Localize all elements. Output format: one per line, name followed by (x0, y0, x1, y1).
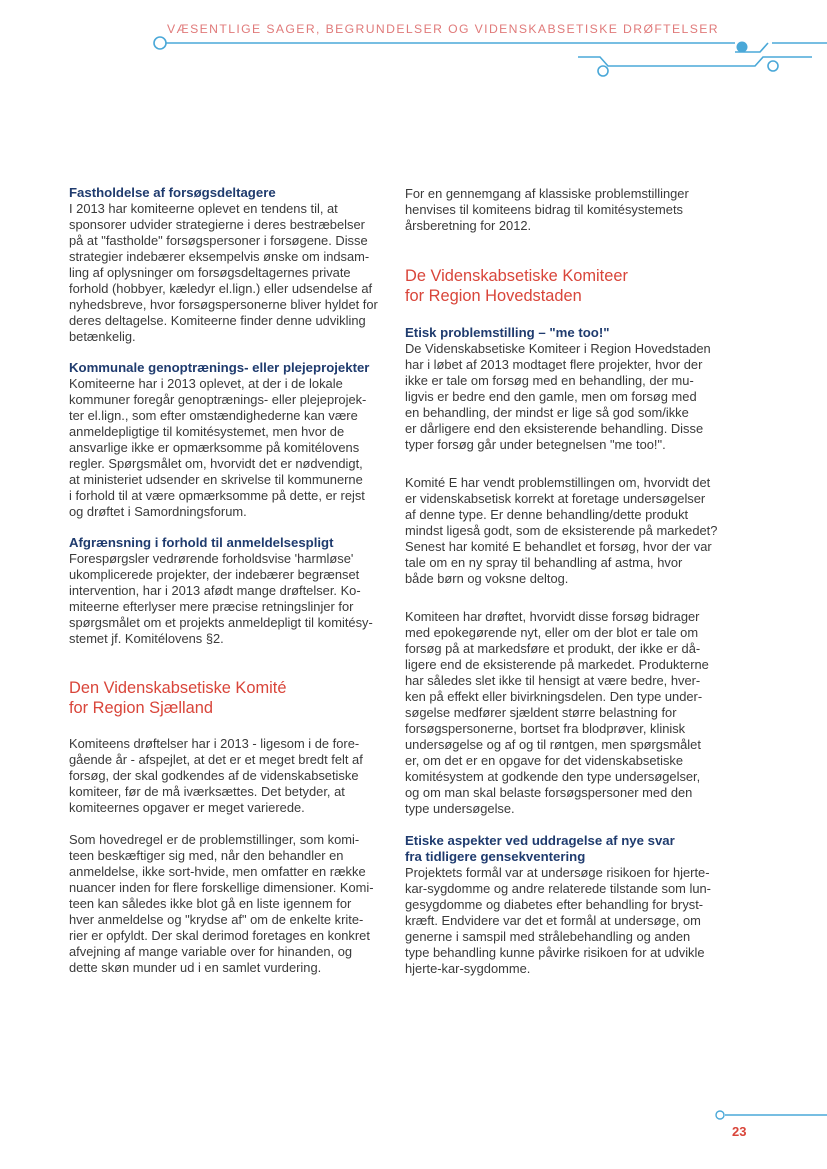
text-line: ligvis er bedre end den gamle, men om forsøg med (405, 389, 697, 404)
text-line: hjerte-kar-sygdomme. (405, 961, 531, 976)
section-title-line: for Region Hovedstaden (405, 287, 582, 305)
text-line: forsøgspersonerne, bortset fra blodprøver, klinisk (405, 721, 686, 736)
text-line: stemet jf. Komitélovens §2. (69, 631, 224, 646)
circuit-dot-filled (737, 42, 748, 53)
text-line: Komiteens drøftelser har i 2013 - ligesom i de fore- (69, 736, 360, 751)
text-line: afvejning af mange variable over for hinanden, og (69, 944, 353, 959)
text-line: med epokegørende nyt, eller om der blot er tale om (405, 625, 699, 640)
text-line: har således slet ikke til hensigt at være bedre, hver- (405, 673, 701, 688)
circuit-node-right (768, 61, 778, 71)
text-line: anmeldepligtige til komitésystemet, men hvor de (69, 424, 345, 439)
text-line: søgelse medfører sjældent større belastning for (405, 705, 677, 720)
text-line: ligere end de eksisterende på markedet. Produkterne (405, 657, 709, 672)
text-line: For en gennemgang af klassiske problemstillinger (405, 186, 689, 201)
subheading-line: fra tidligere gensekventering (405, 849, 586, 864)
right-column (405, 186, 719, 977)
text-line: anmeldelse, ikke sort-hvide, men omfatter en række (69, 864, 366, 879)
text-line: kar-sygdomme og andre relaterede tilstande som lun- (405, 881, 711, 896)
text-line: komiteer, før de må iværksættes. Det betyder, at (69, 784, 345, 799)
paragraph-intro (405, 186, 719, 234)
text-line: dette skøn munder ud i en samlet vurdering. (69, 960, 322, 975)
text-line: strategier indebærer eksempelvis ønske om indsam- (69, 249, 370, 264)
footer-circuit-decoration (700, 1108, 827, 1122)
text-line: ter el.lign., som efter omstændighederne kan være (69, 408, 358, 423)
text-line: forsøg på at markedsføre et produkt, der ikke er då- (405, 641, 701, 656)
text-line: Komiteen har drøftet, hvorvidt disse forsøg bidrager (405, 609, 700, 624)
circuit-decoration (0, 0, 827, 90)
text-line: ken på effekt eller bivirkningsdelen. Den type under- (405, 689, 703, 704)
text-line: ikke er tale om forsøg med en behandling, der mu- (405, 373, 694, 388)
text-line: hver anmeldelse og "krydse af" om de enkelte krite- (69, 912, 364, 927)
page-number: 23 (732, 1124, 747, 1139)
text-line: er videnskabsetisk korrekt at foretage undersøgelser (405, 491, 706, 506)
text-line: generne i samspil med strålebehandling og anden (405, 929, 691, 944)
text-line: I 2013 har komiteerne oplevet en tendens til, at (69, 201, 338, 216)
text-line: har i løbet af 2013 modtaget flere projekter, hvor der (405, 357, 703, 372)
section-title-line: Den Videnskabsetiske Komité (69, 679, 287, 697)
text-line: rier er opfyldt. Der skal derimod foretages en konkret (69, 928, 370, 943)
text-line: ling af oplysninger om forsøgsdeltagernes private (69, 265, 351, 280)
text-line: henvises til komiteens bidrag til komitésystemets (405, 202, 683, 217)
subheading-afgraensning: Afgrænsning i forhold til anmeldelsespligt (69, 535, 334, 550)
paragraph-etiske-aspekter (405, 865, 719, 977)
text-line: spørgsmålet om et projekts anmeldepligt til komitésy- (69, 615, 373, 630)
text-line: Komité E har vendt problemstillingen om, hvorvidt det (405, 475, 711, 490)
subheading-etiske-aspekter (405, 833, 719, 865)
text-line: kræft. Endvidere var det et formål at undersøge, om (405, 913, 701, 928)
paragraph-kommunale (69, 376, 383, 520)
running-header: VÆSENTLIGE SAGER, BEGRUNDELSER OG VIDENSKABSETISKE DRØFTELSER (166, 22, 719, 36)
text-line: tale om en ny spray til behandling af astma, hvor (405, 555, 683, 570)
footer-circuit-node (716, 1111, 724, 1119)
paragraph-komite-e (405, 475, 719, 587)
text-line: at ministeriet udsender en skrivelse til kommunerne (69, 472, 363, 487)
text-line: miteerne efterlyser mere præcise retningslinjer for (69, 599, 354, 614)
text-line: gesygdomme og diabetes efter behandling for bryst- (405, 897, 704, 912)
paragraph-me-too (405, 341, 719, 453)
text-line: ansvarlige ikke er opmærksomme på komitélovens (69, 440, 360, 455)
text-line: på at "fastholde" forsøgspersoner i forsøgene. Disse (69, 233, 368, 248)
text-line: Projektets formål var at undersøge risikoen for hjerte- (405, 865, 710, 880)
paragraph-afgraensning (69, 551, 383, 647)
text-line: gående år - afspejlet, at det er et meget bredt felt af (69, 752, 363, 767)
text-line: teen beskæftiger sig med, når den behandler en (69, 848, 344, 863)
text-line: af denne type. Er denne behandling/dette produkt (405, 507, 689, 522)
text-line: intervention, har i 2013 afødt mange drøftelser. Ko- (69, 583, 361, 598)
text-line: regler. Spørgsmålet om, hvorvidt det er nødvendigt, (69, 456, 363, 471)
text-line: type behandling kunne påvirke risikoen for at udvikle (405, 945, 705, 960)
text-line: ukomplicerede projekter, der indebærer begrænset (69, 567, 360, 582)
text-line: typer forsøg går under betegnelsen "me too!". (405, 437, 666, 452)
circuit-line-lower (578, 57, 812, 66)
subheading-line: Etiske aspekter ved uddragelse af nye svar (405, 833, 675, 848)
text-line: undersøgelse og af og til røntgen, men spørgsmålet (405, 737, 701, 752)
paragraph-sjaelland-2 (69, 832, 383, 976)
paragraph-komiteen-har (405, 609, 719, 817)
text-line: nuancer inden for flere forskellige dimensioner. Komi- (69, 880, 374, 895)
text-line: og om man skal belaste forsøgspersoner med den (405, 785, 693, 800)
text-line: kommuner foregår genoptrænings- eller plejeprojek- (69, 392, 367, 407)
text-line: betænkelig. (69, 329, 136, 344)
section-title-sjaelland (69, 678, 383, 718)
text-line: deres deltagelse. Komiteerne finder denne udvikling (69, 313, 366, 328)
left-column (69, 185, 383, 976)
paragraph-fastholdelse (69, 201, 383, 345)
text-line: Senest har komité E behandlet et forsøg, hvor der var (405, 539, 712, 554)
text-line: Som hovedregel er de problemstillinger, som komi- (69, 832, 360, 847)
subheading-kommunale: Kommunale genoptrænings- eller plejeprojekter (69, 360, 370, 375)
text-line: Forespørgsler vedrørende forholdsvise 'harmløse' (69, 551, 354, 566)
section-title-line: for Region Sjælland (69, 699, 213, 717)
text-line: både børn og voksne deltog. (405, 571, 569, 586)
text-line: komiteernes opgaver er meget varierede. (69, 800, 305, 815)
text-line: komitésystem at godkende den type undersøgelser, (405, 769, 701, 784)
text-line: og drøftet i Samordningsforum. (69, 504, 247, 519)
subheading-fastholdelse: Fastholdelse af forsøgsdeltagere (69, 185, 276, 200)
text-line: er dårligere end den eksisterende behandling. Disse (405, 421, 704, 436)
text-line: årsberetning for 2012. (405, 218, 532, 233)
text-line: forhold (hobbyer, kæledyr el.lign.) eller udsendelse af (69, 281, 373, 296)
text-line: forsøg, der skal godkendes af de videnskabsetiske (69, 768, 359, 783)
text-line: i forhold til at være opmærksomme på dette, er rejst (69, 488, 365, 503)
text-line: De Videnskabsetiske Komiteer i Region Hovedstaden (405, 341, 711, 356)
subheading-me-too: Etisk problemstilling – "me too!" (405, 325, 610, 340)
circuit-node-bottom (598, 66, 608, 76)
circuit-node-left (154, 37, 166, 49)
paragraph-sjaelland-1 (69, 736, 383, 816)
text-line: teen kan således ikke blot gå en liste igennem for (69, 896, 352, 911)
text-line: type undersøgelse. (405, 801, 515, 816)
text-line: en behandling, der mindst er lige så god som/ikke (405, 405, 689, 420)
section-title-line: De Videnskabsetiske Komiteer (405, 267, 628, 285)
text-line: sponsorer udvider strategierne i deres bestræbelser (69, 217, 365, 232)
text-line: nyhedsbreve, hvor forsøgspersonerne bliver hyldet for (69, 297, 378, 312)
section-title-hovedstaden (405, 266, 719, 306)
text-line: er, om det er en opgave for det videnskabsetiske (405, 753, 684, 768)
text-line: mindst ligeså godt, som de eksisterende på markedet? (405, 523, 718, 538)
text-line: Komiteerne har i 2013 oplevet, at der i de lokale (69, 376, 343, 391)
